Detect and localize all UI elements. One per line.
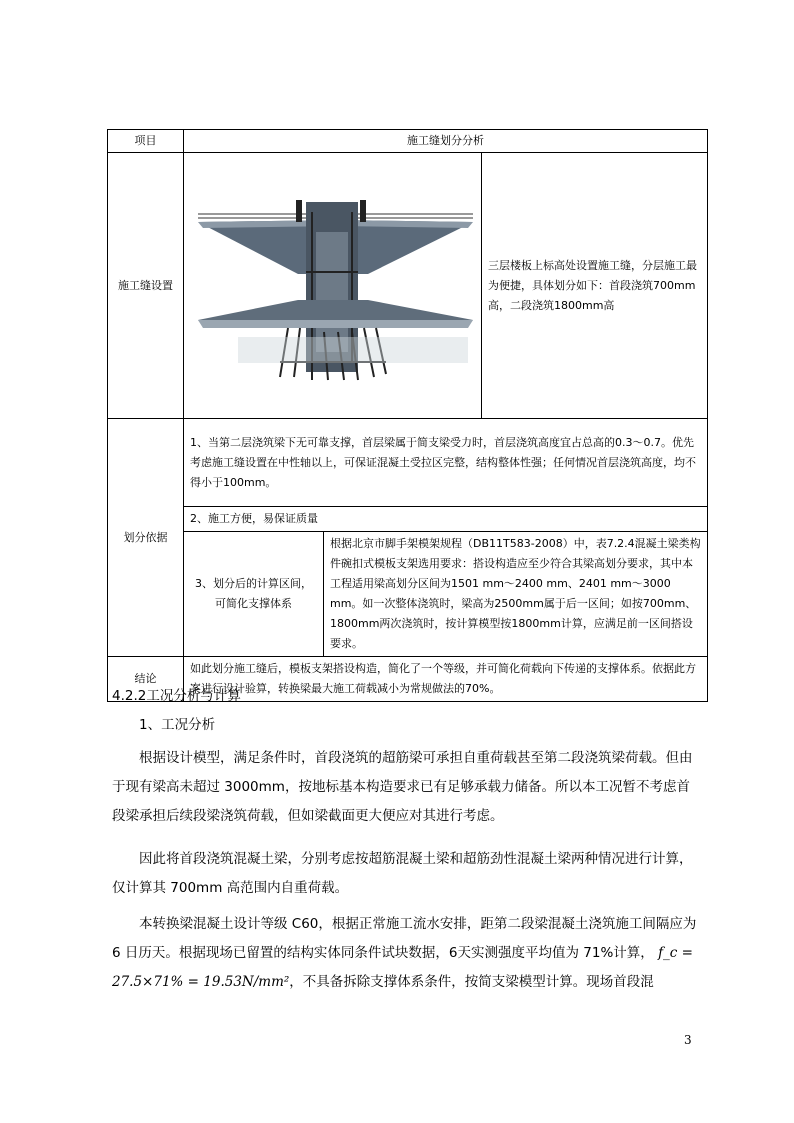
header-analysis: 施工缝划分分析 bbox=[184, 130, 708, 153]
paragraph-1: 根据设计模型，满足条件时，首段浇筑的超筋梁可承担自重荷载甚至第二段浇筑梁荷载。但由于现有梁高未超过 3000mm，按地标基本构造要求已有足够承载力储备。所以本工况暂不考虑首段梁承担后续段梁浇筑荷载，但如梁截面更大便应对其进行考虑。 bbox=[112, 750, 693, 824]
row-label-basis: 划分依据 bbox=[108, 419, 184, 657]
formwork-3d-model-image bbox=[184, 153, 482, 419]
subheading: 1、工况分析 bbox=[139, 717, 216, 733]
basis-reason-3-label: 3、划分后的计算区间，可简化支撑体系 bbox=[184, 532, 324, 657]
row-label-conclusion: 结论 bbox=[108, 657, 184, 702]
paragraph-2: 因此将首段浇筑混凝土梁，分别考虑按超筋混凝土梁和超筋劲性混凝土梁两种情况进行计算，仅计算其 700mm 高范围内自重荷载。 bbox=[112, 851, 693, 896]
paragraph-3-text: 本转换梁混凝土设计等级 C60，根据正常施工流水安排，距第二段梁混凝土浇筑施工间隔应为 6 日历天。根据现场已留置的结构实体同条件试块数据，6天实测强度平均值为 71%计算， bbox=[112, 916, 697, 961]
paragraph-3-tail: ，不具备拆除支撑体系条件，按简支梁模型计算。现场首段混 bbox=[289, 974, 654, 990]
page-number: 3 bbox=[684, 1033, 692, 1047]
header-item: 项目 bbox=[108, 130, 184, 153]
strength-formula: f_c = 27.5×71% = 19.53N/mm² bbox=[112, 945, 693, 990]
formwork-model-graphic bbox=[188, 162, 478, 402]
section-heading: 4.2.2工况分析与计算 bbox=[112, 688, 241, 704]
conclusion-text: 如此划分施工缝后，模板支架搭设构造，简化了一个等级，并可简化荷载向下传递的支撑体系。依据此方案进行设计验算，转换梁最大施工荷载减小为常规做法的70%。 bbox=[184, 657, 708, 702]
row-label-joint-setting: 施工缝设置 bbox=[108, 153, 184, 419]
joint-setting-description: 三层楼板上标高处设置施工缝，分层施工最为便捷，具体划分如下：首段浇筑700mm高，二段浇筑1800mm高 bbox=[482, 153, 708, 419]
basis-reason-1: 1、当第二层浇筑梁下无可靠支撑，首层梁属于简支梁受力时，首层浇筑高度宜占总高的0.3～0.7。优先考虑施工缝设置在中性轴以上，可保证混凝土受拉区完整，结构整体性强；任何情况首层浇筑高度，均不得小于100mm。 bbox=[184, 419, 708, 507]
basis-reason-3-text: 根据北京市脚手架模架规程（DB11T583-2008）中，表7.2.4混凝土梁类构件碗扣式模板支架选用要求：搭设构造应至少符合其梁高划分要求，其中本工程适用梁高划分区间为1501 mm～2400 mm、2401 mm～3000 mm。如一次整体浇筑时，梁高为2500mm属于后一区间；如按700mm、1800mm两次浇筑时，按计算模型按1800mm计算，应满足前一区间搭设要求。 bbox=[324, 532, 708, 657]
paragraph-3 bbox=[112, 910, 702, 997]
basis-reason-2: 2、施工方便，易保证质量 bbox=[184, 507, 708, 532]
construction-joint-table bbox=[107, 129, 708, 702]
